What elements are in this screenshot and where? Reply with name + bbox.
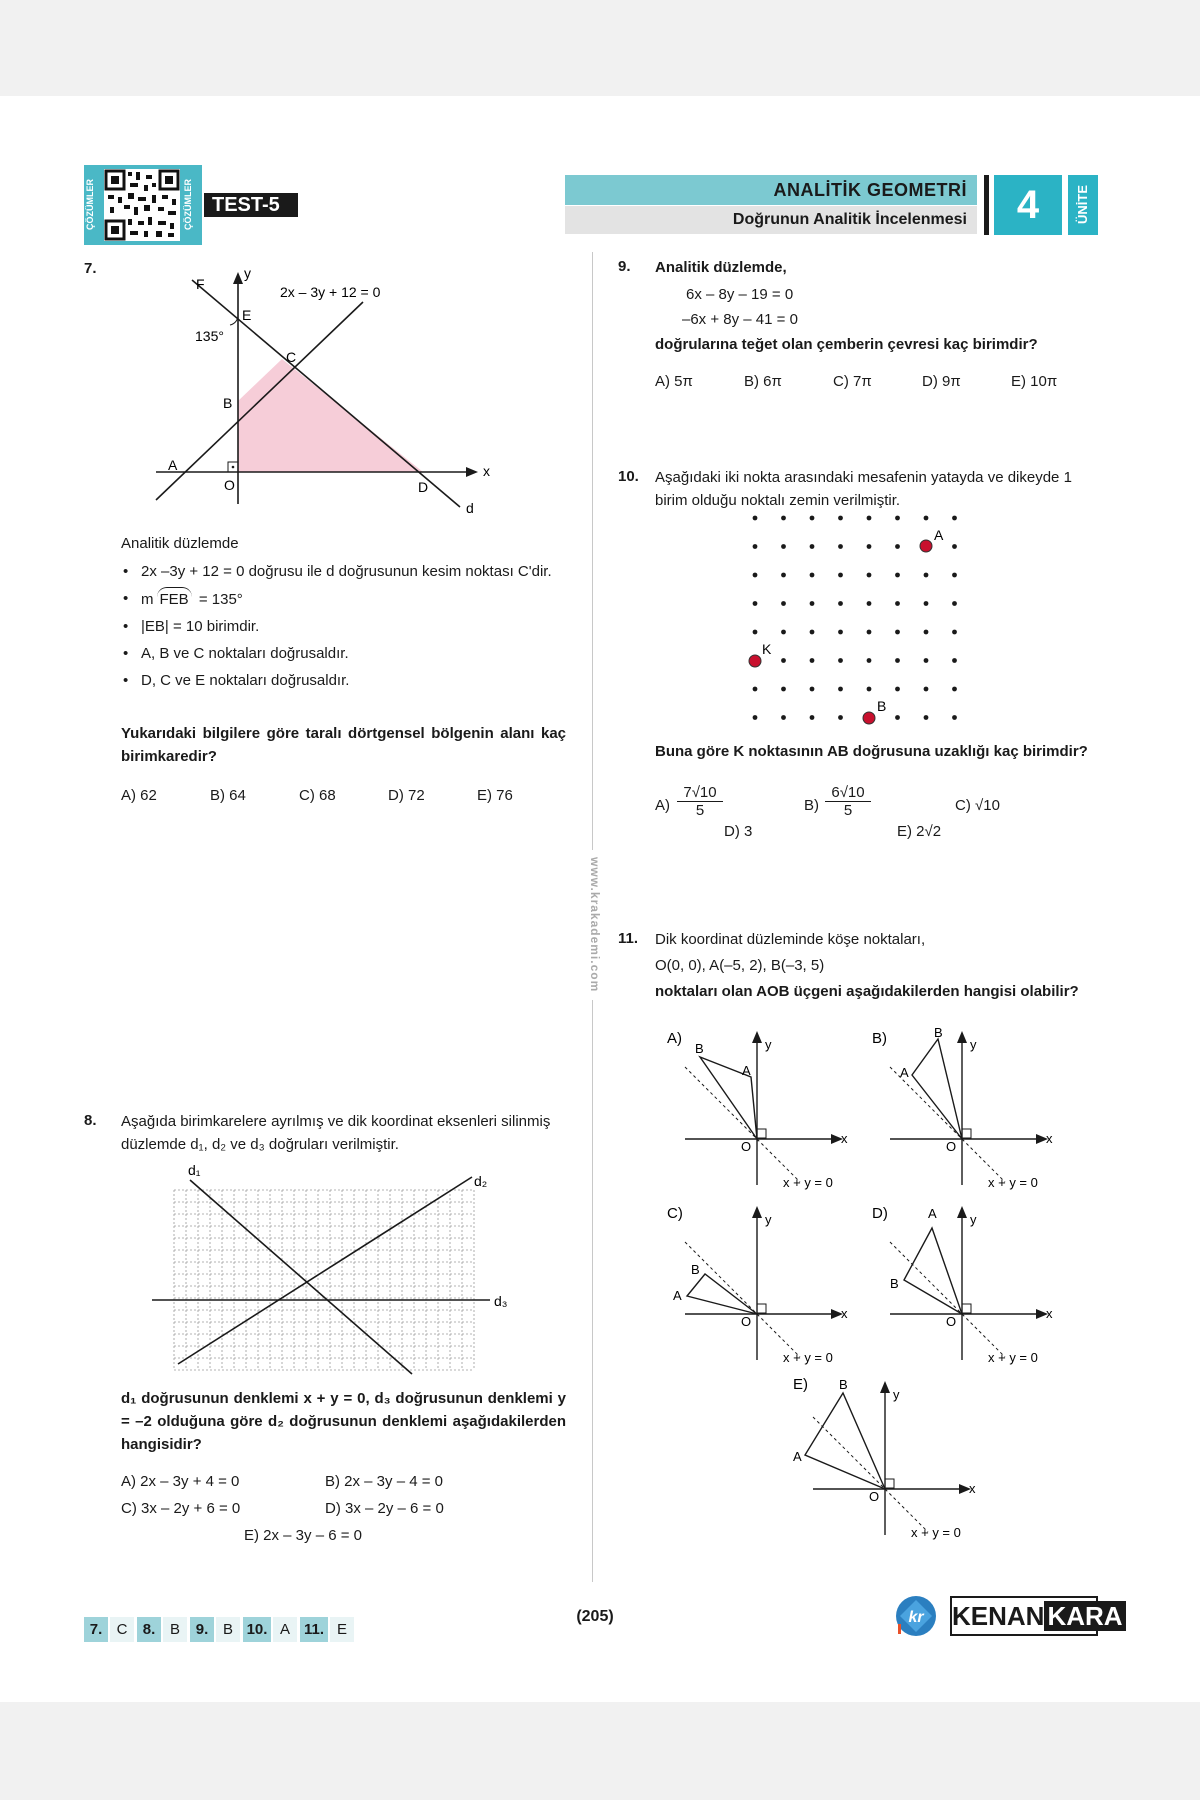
svg-text:x: x [841,1131,848,1146]
q7-option-b[interactable]: B) 64 [210,787,246,804]
svg-text:B: B [839,1377,848,1392]
q10-grid-dot [810,630,815,635]
q9-option-d[interactable]: D) 9π [922,373,961,390]
q10-grid-dot [810,573,815,578]
q10-option-b-letter[interactable]: B) [804,797,819,814]
svg-text:O: O [869,1489,880,1504]
topic-title: Doğrunun Analitik İncelenmesi [565,206,977,234]
page-number-value: 205 [581,1608,609,1625]
q11-text: Dik koordinat düzleminde köşe noktaları, [655,931,926,948]
unit-number: 4 [994,175,1062,235]
q10-grid-dot [753,573,758,578]
q10-grid-dot [952,573,957,578]
q10-number: 10. [618,468,639,485]
q10-grid-dot [838,658,843,663]
q10-grid-dot [810,715,815,720]
q10-dot-grid [740,508,970,728]
q11-graph-b-label: B) [872,1030,887,1047]
q7-label-O: O [224,477,235,493]
q11-graph-b[interactable] [860,1025,1060,1195]
svg-text:B: B [691,1262,700,1277]
q7-option-e[interactable]: E) 76 [477,787,513,804]
q11-question: noktaları olan AOB üçgeni aşağıdakilerden hangisi olabilir? [655,983,1079,1000]
q8-option-d[interactable]: D) 3x – 2y – 6 = 0 [325,1500,444,1517]
q7-figure [150,262,500,522]
q8-option-e[interactable]: E) 2x – 3y – 6 = 0 [244,1527,362,1544]
q11-graph-d-line-label: x + y = 0 [988,1350,1038,1365]
q11-points: O(0, 0), A(–5, 2), B(–3, 5) [655,957,825,974]
q9-eq1: 6x – 8y – 19 = 0 [686,286,794,303]
answer-number: 9. [190,1617,214,1642]
q7-option-d[interactable]: D) 72 [388,787,425,804]
q10-grid-dot [838,601,843,606]
q10-point-K [749,655,761,667]
q11-graph-c[interactable] [655,1200,855,1370]
q9-intro: Analitik düzlemde, [655,259,787,276]
q10-option-a-fraction[interactable] [677,784,723,819]
q10-option-b-den: 5 [843,802,853,819]
svg-text:O: O [946,1139,957,1154]
kenan-kara-logo-icon [894,1594,938,1638]
q10-grid-dot [753,516,758,521]
q10-label-A: A [934,527,944,543]
q10-grid-dot [838,544,843,549]
q8-number: 8. [84,1112,97,1129]
q7-bullet-5: • D, C ve E noktaları doğrusaldır. [121,669,566,692]
q10-option-b-num: 6√10 [825,784,871,802]
q10-option-d[interactable]: D) 3 [724,823,753,840]
q7-bullet-3: • |EB| = 10 birimdir. [121,615,566,638]
q10-grid-dot [895,573,900,578]
q9-option-b[interactable]: B) 6π [744,373,782,390]
answer-letter: C [110,1617,134,1642]
q10-option-b-fraction[interactable] [825,784,871,819]
svg-text:x: x [1046,1131,1053,1146]
svg-text:y: y [893,1387,900,1402]
q10-grid-dot [895,658,900,663]
q8-label-d1: d₁ [188,1162,201,1178]
q9-question: doğrularına teğet olan çemberin çevresi kaç birimdir? [655,336,1038,353]
q10-grid-dot [753,601,758,606]
q7-bullet-list [121,560,566,692]
page-number: (205) [576,1608,614,1625]
q10-grid-dot [867,658,872,663]
svg-text:O: O [741,1314,752,1329]
q10-grid-dot [952,658,957,663]
subject-title: ANALİTİK GEOMETRİ [565,175,977,205]
q9-option-a[interactable]: A) 5π [655,373,693,390]
svg-text:A: A [900,1065,909,1080]
q10-grid-dot [781,687,786,692]
q10-text: Aşağıdaki iki nokta arasındaki mesafenin yatayda ve dikeyde 1 birim olduğu noktalı zemin verilmiştir. [655,469,1072,509]
q11-graph-e-line-label: x + y = 0 [911,1525,961,1540]
svg-text:y: y [970,1212,977,1227]
q7-label-y: y [244,265,251,281]
q10-grid-dot [867,544,872,549]
q10-grid-dot [838,516,843,521]
q7-bullet-2: • m FEB = 135° [121,587,566,611]
q7-label-C: C [286,349,297,365]
q8-option-a[interactable]: A) 2x – 3y + 4 = 0 [121,1473,240,1490]
q8-label-d3: d₃ [494,1293,508,1309]
q10-grid-dot [781,658,786,663]
q11-graph-c-line-label: x + y = 0 [783,1350,833,1365]
unit-label: ÜNİTE [1075,185,1090,225]
answer-number: 11. [300,1617,328,1642]
answer-number: 10. [243,1617,271,1642]
answer-letter: A [273,1617,297,1642]
q10-grid-dot [924,715,929,720]
q11-number: 11. [618,930,639,947]
q10-grid-dot [924,516,929,521]
brand-part1: KENAN [952,1601,1045,1631]
q10-point-B [863,712,875,724]
q10-grid-dot [867,601,872,606]
answer-letter: E [330,1617,354,1642]
q10-label-K: K [762,641,772,657]
svg-text:B: B [934,1025,943,1040]
q10-grid-dot [952,601,957,606]
q10-grid-dot [924,658,929,663]
q10-grid-dot [753,715,758,720]
q10-grid-dot [924,601,929,606]
q10-grid-dot [781,544,786,549]
q10-grid-dot [895,601,900,606]
q11-graph-a-label: A) [667,1030,682,1047]
qr-code-block[interactable] [84,165,202,245]
q7-option-a[interactable]: A) 62 [121,787,157,804]
q7-arc-label: FEB [157,587,192,611]
q7-label-B: B [223,395,233,411]
q10-grid-dot [895,516,900,521]
q11-graph-d-label: D) [872,1205,888,1222]
q10-grid-dot [838,630,843,635]
svg-text:x: x [969,1481,976,1496]
q10-grid-dot [753,544,758,549]
q9-number: 9. [618,258,631,275]
q10-grid-dot [810,544,815,549]
q10-grid-dot [838,573,843,578]
q10-option-a-num: 7√10 [677,784,723,802]
qr-side-text-left: ÇÖZÜMLER [85,179,95,231]
q7-label-D: D [418,479,429,495]
q7-intro: Analitik düzlemde [121,535,239,552]
qr-side-text-right: ÇÖZÜMLER [183,179,193,231]
q8-label-d2: d₂ [474,1173,488,1189]
q8-text: Aşağıda birimkarelere ayrılmış ve dik koordinat eksenleri silinmiş düzlemde d₁, d₂ ve d₃ doğruları verilmiştir. [121,1113,551,1153]
q10-grid-dot [924,630,929,635]
q10-grid-dot [810,687,815,692]
q7-shaded-region [238,359,423,472]
q10-option-c[interactable]: C) √10 [955,797,1000,814]
q7-question: Yukarıdaki bilgilere göre taralı dörtgensel bölgenin alanı kaç birimkaredir? [121,725,566,765]
q10-grid-dot [952,516,957,521]
svg-text:x: x [1046,1306,1053,1321]
q10-grid-dot [924,573,929,578]
svg-text:A: A [673,1288,682,1303]
q7-bullet-4: • A, B ve C noktaları doğrusaldır. [121,642,566,665]
svg-text:y: y [765,1037,772,1052]
svg-text:O: O [946,1314,957,1329]
brand-logo [950,1596,1123,1636]
svg-text:B: B [890,1276,899,1291]
q7-angle-label: 135° [195,328,224,344]
q7-label-E: E [242,307,252,323]
q10-grid-dot [952,630,957,635]
svg-text:A: A [742,1063,751,1078]
q10-label-B: B [877,698,887,714]
q10-grid-dot [895,544,900,549]
q7-label-F: F [196,276,205,292]
q11-graph-e[interactable] [783,1375,983,1545]
answer-number: 8. [137,1617,161,1642]
q10-grid-dot [810,516,815,521]
q10-grid-dot [952,687,957,692]
qr-code-icon[interactable] [104,169,180,241]
answer-letter: B [216,1617,240,1642]
q11-graph-a[interactable] [655,1025,855,1195]
watermark: www.krakademi.com [582,850,602,1000]
q11-graph-b-line-label: x + y = 0 [988,1175,1038,1190]
q7-label-A: A [168,457,178,473]
q7-label-x: x [483,463,490,479]
test-label: TEST-5 [204,193,298,217]
q11-graph-a-line-label: x + y = 0 [783,1175,833,1190]
q10-option-a-den: 5 [695,802,705,819]
q8-option-c[interactable]: C) 3x – 2y + 6 = 0 [121,1500,241,1517]
answer-letter: B [163,1617,187,1642]
q11-graph-e-label: E) [793,1376,808,1393]
q10-grid-dot [753,630,758,635]
q7-bullet-1: • 2x –3y + 12 = 0 doğrusu ile d doğrusunun kesim noktası C'dir. [121,560,566,583]
q7-option-c[interactable]: C) 68 [299,787,336,804]
answer-number: 7. [84,1617,108,1642]
brand-part2: KARA [1044,1601,1125,1631]
q10-grid-dot [781,573,786,578]
q10-option-e[interactable]: E) 2√2 [897,823,942,840]
q11-graph-d[interactable] [860,1200,1060,1370]
q8-question: d₁ doğrusunun denklemi x + y = 0, d₃ doğrusunun denklemi y = –2 olduğuna göre d₂ doğrusunun denklemi aşağıdakilerden hangisidir? [121,1390,566,1453]
q10-grid-dot [781,601,786,606]
q10-grid-dot [895,715,900,720]
q10-point-A [920,540,932,552]
q10-grid-dot [781,630,786,635]
svg-text:O: O [741,1139,752,1154]
q9-option-c[interactable]: C) 7π [833,373,872,390]
q10-grid-dot [924,687,929,692]
svg-text:y: y [970,1037,977,1052]
q10-grid-dot [753,687,758,692]
q10-grid-dot [781,516,786,521]
svg-text:A: A [928,1206,937,1221]
unit-label-box [1068,175,1098,235]
svg-text:kr: kr [908,1609,924,1626]
q10-grid-dot [952,544,957,549]
svg-text:A: A [793,1449,802,1464]
q10-grid-dot [895,687,900,692]
q10-grid-dot [867,687,872,692]
q7-label-d: d [466,500,474,516]
q10-grid-dot [810,601,815,606]
q10-grid-dot [810,658,815,663]
q10-grid-dot [838,715,843,720]
svg-text:y: y [765,1212,772,1227]
svg-text:B: B [695,1041,704,1056]
q7-line-label: 2x – 3y + 12 = 0 [280,284,381,300]
q10-question: Buna göre K noktasının AB doğrusuna uzaklığı kaç birimdir? [655,743,1088,760]
q10-grid-dot [867,630,872,635]
q9-eq2: –6x + 8y – 41 = 0 [682,311,798,328]
q10-grid-dot [781,715,786,720]
q8-grid-figure [150,1160,520,1385]
q10-grid-dot [952,715,957,720]
q9-option-e[interactable]: E) 10π [1011,373,1058,390]
q8-option-b[interactable]: B) 2x – 3y – 4 = 0 [325,1473,443,1490]
svg-text:x: x [841,1306,848,1321]
q10-grid-dot [867,516,872,521]
q10-option-a-letter[interactable]: A) [655,797,670,814]
q10-grid-dot [895,630,900,635]
header-divider [984,175,989,235]
q7-number: 7. [84,260,97,277]
q11-graph-c-label: C) [667,1205,683,1222]
q10-grid-dot [867,573,872,578]
q10-grid-dot [838,687,843,692]
